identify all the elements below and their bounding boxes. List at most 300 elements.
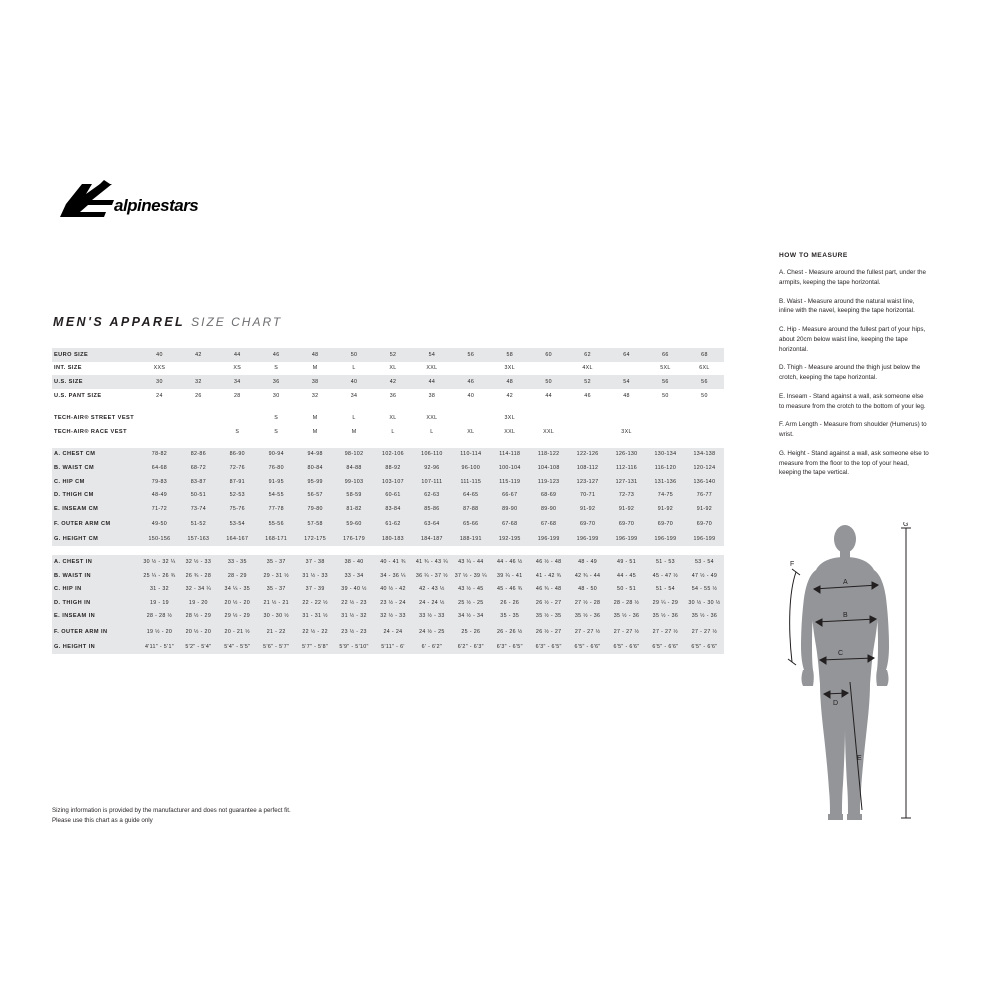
table-row (52, 533, 724, 547)
table-cell: 36 ¼ - 37 ½ (412, 569, 451, 583)
table-cell: 130-134 (646, 448, 685, 462)
table-cell: 60-61 (374, 488, 413, 502)
table-cell: 6'3" - 6'5" (529, 640, 568, 654)
table-row (52, 411, 724, 425)
table-cell: S (274, 428, 279, 435)
table-cell: 92-96 (412, 461, 451, 475)
how-to-measure-item: E. Inseam - Stand against a wall, ask someone else to measure from the crotch to the bottom of your leg. (779, 392, 926, 410)
table-cell: 48 (623, 392, 630, 399)
table-cell: 35 - 37 (257, 582, 296, 596)
table-cell (685, 411, 724, 425)
table-cell: 126-130 (607, 448, 646, 462)
table-cell: 48 - 49 (568, 555, 607, 569)
table-cell: 41 ¾ - 43 ¼ (412, 555, 451, 569)
table-cell: 46 (584, 392, 591, 399)
table-cell: 67-68 (529, 516, 568, 533)
table-cell (218, 411, 257, 425)
table-cell: 38 (296, 375, 335, 389)
table-cell: 60 (529, 348, 568, 362)
table-cell: 22 ½ - 22 (296, 623, 335, 640)
table-cell (646, 425, 685, 439)
size-chart-table (52, 348, 724, 654)
table-cell: 23 ½ - 23 (335, 623, 374, 640)
table-cell (529, 362, 568, 376)
table-cell: 98-102 (335, 448, 374, 462)
table-cell: 69-70 (568, 516, 607, 533)
table-cell: 6'2" - 6'3" (451, 640, 490, 654)
table-cell: 26 - 26 (490, 596, 529, 610)
table-cell (685, 425, 724, 439)
table-cell: 28 ½ - 29 (179, 610, 218, 624)
table-cell: 48 - 50 (568, 582, 607, 596)
table-cell: 115-119 (490, 475, 529, 489)
table-cell: 25 ¼ - 26 ¾ (140, 569, 179, 583)
table-cell: 30 ½ - 32 ¼ (140, 555, 179, 569)
table-cell: 42 (179, 348, 218, 362)
table-cell: 35 ½ - 36 (685, 610, 724, 624)
row-label: C. HIP IN (52, 582, 140, 596)
table-cell (451, 411, 490, 425)
figure-label-b: B (843, 612, 848, 619)
table-cell: 63-64 (412, 516, 451, 533)
table-cell (140, 411, 179, 425)
table-cell: 28 - 28 ½ (140, 610, 179, 624)
footnote (52, 806, 291, 826)
table-cell: 27 - 27 ½ (685, 623, 724, 640)
table-cell: 35 - 37 (257, 555, 296, 569)
table-cell: L (430, 428, 434, 435)
how-to-measure-item: A. Chest - Measure around the fullest part, under the armpits, keeping the tape horizontal. (779, 269, 927, 286)
table-cell: 110-114 (451, 448, 490, 462)
table-cell: 70-71 (568, 488, 607, 502)
table-spacer (52, 439, 724, 448)
table-cell: 42 ¾ - 44 (568, 569, 607, 583)
table-cell: 3XL (621, 428, 632, 435)
table-cell: 68-69 (529, 488, 568, 502)
table-cell (179, 411, 218, 425)
row-label: G. HEIGHT CM (52, 533, 140, 547)
figure-label-e: E (857, 755, 862, 762)
table-cell: 84-88 (335, 461, 374, 475)
table-cell: 28 (234, 392, 241, 399)
table-cell: 67-68 (490, 516, 529, 533)
figure-label-a: A (843, 579, 848, 586)
table-cell: 46 (257, 348, 296, 362)
table-row (52, 348, 724, 362)
table-cell: 39 - 40 ½ (335, 582, 374, 596)
table-cell: 59-60 (335, 516, 374, 533)
table-cell: 116-120 (646, 461, 685, 475)
table-cell: 136-140 (685, 475, 724, 489)
table-cell: M (312, 365, 318, 372)
table-cell: 6'3" - 6'5" (490, 640, 529, 654)
table-cell: 21 ½ - 21 (257, 596, 296, 610)
table-cell: 87-91 (218, 475, 257, 489)
table-cell: 106-110 (412, 448, 451, 462)
table-cell: 33 - 34 (335, 569, 374, 583)
table-cell: 6'5" - 6'6" (568, 640, 607, 654)
figure-label-f: F (790, 561, 795, 568)
table-cell: 29 - 31 ½ (257, 569, 296, 583)
table-cell: 5'9" - 5'10" (335, 640, 374, 654)
row-label: F. OUTER ARM CM (52, 516, 140, 533)
table-cell: 49 - 51 (607, 555, 646, 569)
table-cell: 72-73 (607, 488, 646, 502)
table-cell: L (352, 415, 356, 422)
table-cell: 55-56 (257, 516, 296, 533)
table-cell: 50 (701, 392, 708, 399)
table-cell (179, 425, 218, 439)
table-cell: 89-90 (490, 502, 529, 516)
table-cell: 127-131 (607, 475, 646, 489)
table-cell: 35 - 35 (490, 610, 529, 624)
table-cell: 62 (568, 348, 607, 362)
table-cell: 25 ½ - 25 (451, 596, 490, 610)
row-label: B. WAIST CM (52, 461, 140, 475)
table-row (52, 488, 724, 502)
table-cell: 19 - 20 (179, 596, 218, 610)
table-cell: 188-191 (451, 533, 490, 547)
table-cell: 5'4" - 5'5" (218, 640, 257, 654)
table-cell: 4XL (582, 365, 593, 372)
how-to-measure-heading: HOW TO MEASURE (779, 252, 848, 259)
table-cell: 50 (335, 348, 374, 362)
table-cell: 32 (179, 375, 218, 389)
table-cell: S (274, 415, 279, 422)
table-cell: 53-54 (218, 516, 257, 533)
row-label: E. INSEAM CM (52, 502, 140, 516)
table-cell: 38 (428, 392, 436, 399)
table-cell: 28 - 28 ½ (607, 596, 646, 610)
table-cell: 27 - 27 ½ (568, 623, 607, 640)
table-cell: 40 - 41 ¾ (374, 555, 413, 569)
table-cell: 180-183 (374, 533, 413, 547)
table-cell (607, 362, 646, 376)
table-cell: 5XL (660, 365, 671, 372)
table-cell (529, 411, 568, 425)
table-cell: 30 (272, 392, 280, 399)
table-cell: XXL (426, 415, 438, 422)
table-cell: 30 - 30 ½ (257, 610, 296, 624)
table-cell: 32 (311, 392, 319, 399)
how-to-measure-section (779, 252, 929, 487)
table-cell: 196-199 (646, 533, 685, 547)
table-cell: 172-175 (296, 533, 335, 547)
table-cell: 5'2" - 5'4" (179, 640, 218, 654)
table-cell: 89-90 (529, 502, 568, 516)
table-cell: 50-51 (179, 488, 218, 502)
table-cell: 65-66 (451, 516, 490, 533)
table-row (52, 610, 724, 624)
row-label: U.S. PANT SIZE (54, 392, 102, 399)
table-cell: 26 ¾ - 28 (179, 569, 218, 583)
table-cell: 71-72 (140, 502, 179, 516)
table-cell: 3XL (504, 415, 515, 422)
table-spacer (52, 402, 724, 411)
table-row (52, 569, 724, 583)
table-cell: 164-167 (218, 533, 257, 547)
table-cell: 56-57 (296, 488, 335, 502)
table-cell: L (391, 428, 395, 435)
table-cell: 34 - 36 ¼ (374, 569, 413, 583)
table-cell: 85-86 (412, 502, 451, 516)
table-cell: 50 - 51 (607, 582, 646, 596)
table-cell: 36 (257, 375, 296, 389)
table-cell: 102-106 (374, 448, 413, 462)
table-cell: M (351, 428, 357, 435)
table-cell: 36 (389, 392, 397, 399)
table-cell: 68 (685, 348, 724, 362)
table-row (52, 475, 724, 489)
table-cell: 73-74 (179, 502, 218, 516)
figure-label-g: G (903, 522, 909, 528)
table-cell: 25 - 26 (451, 623, 490, 640)
table-cell: XL (389, 415, 397, 422)
table-row (52, 516, 724, 533)
table-cell: 68-72 (179, 461, 218, 475)
table-cell: 95-99 (296, 475, 335, 489)
figure-label-d: D (833, 700, 839, 707)
table-cell: 48 (490, 375, 529, 389)
how-to-measure-list (779, 268, 929, 478)
table-cell: 40 (467, 392, 475, 399)
table-cell: 35 ½ - 36 (646, 610, 685, 624)
table-cell: 40 (140, 348, 179, 362)
table-cell: 99-103 (335, 475, 374, 489)
size-chart-table-body (52, 348, 724, 654)
table-cell: 23 ½ - 24 (374, 596, 413, 610)
table-cell: 30 ½ - 30 ½ (685, 596, 724, 610)
table-cell: 31 - 31 ½ (296, 610, 335, 624)
table-cell: 35 ½ - 36 (607, 610, 646, 624)
table-cell: 52-53 (218, 488, 257, 502)
title-sub: SIZE CHART (191, 315, 283, 329)
table-cell: 54-55 (257, 488, 296, 502)
table-cell: 157-163 (179, 533, 218, 547)
table-cell: 43 ¼ - 44 (451, 555, 490, 569)
table-cell: 184-187 (412, 533, 451, 547)
table-cell: 122-126 (568, 448, 607, 462)
table-cell: 19 ½ - 20 (140, 623, 179, 640)
table-cell (451, 362, 490, 376)
table-cell: 111-115 (451, 475, 490, 489)
table-cell: 21 - 22 (257, 623, 296, 640)
table-cell: 64 (607, 348, 646, 362)
table-cell: 38 - 40 (335, 555, 374, 569)
row-label: D. THIGH CM (52, 488, 140, 502)
table-cell: 20 ½ - 20 (179, 623, 218, 640)
table-cell: 32 ½ - 33 (374, 610, 413, 624)
table-cell: 20 - 21 ½ (218, 623, 257, 640)
table-cell: 69-70 (685, 516, 724, 533)
row-label: TECH-AIR® STREET VEST (54, 415, 135, 422)
svg-text:alpinestars: alpinestars (114, 196, 199, 215)
table-cell: 192-195 (490, 533, 529, 547)
table-cell: 53 - 54 (685, 555, 724, 569)
row-label: G. HEIGHT IN (52, 640, 140, 654)
table-cell: 51-52 (179, 516, 218, 533)
figure-label-c: C (838, 650, 844, 657)
table-cell: 44 - 46 ½ (490, 555, 529, 569)
table-cell: 32 ½ - 33 (179, 555, 218, 569)
table-cell: 87-88 (451, 502, 490, 516)
table-cell: 96-100 (451, 461, 490, 475)
table-cell: 45 - 47 ½ (646, 569, 685, 583)
table-cell: 107-111 (412, 475, 451, 489)
table-cell: 19 - 19 (140, 596, 179, 610)
table-cell: 76-80 (257, 461, 296, 475)
how-to-measure-item: C. Hip - Measure around the fullest part of your hips, about 20cm below waist line, keeping the tape horizontal. (779, 326, 926, 353)
table-cell (607, 411, 646, 425)
table-row (52, 448, 724, 462)
table-cell: XS (233, 365, 242, 372)
table-cell: 31 ½ - 33 (296, 569, 335, 583)
table-cell: 33 ½ - 33 (412, 610, 451, 624)
table-cell: 4'11" - 5'1" (140, 640, 179, 654)
table-cell: 22 ½ - 23 (335, 596, 374, 610)
table-cell: 176-179 (335, 533, 374, 547)
table-cell: 52 (568, 375, 607, 389)
table-cell: 46 ½ - 48 (529, 555, 568, 569)
table-row (52, 502, 724, 516)
table-cell: 46 (451, 375, 490, 389)
table-cell: XL (467, 428, 475, 435)
table-cell (568, 411, 607, 425)
table-cell: 24 ½ - 25 (412, 623, 451, 640)
table-cell: 54 (412, 348, 451, 362)
table-cell: 64-68 (140, 461, 179, 475)
table-cell: 44 (412, 375, 451, 389)
table-cell: 6'5" - 6'6" (646, 640, 685, 654)
table-cell (140, 425, 179, 439)
table-cell: 54 - 55 ½ (685, 582, 724, 596)
table-cell: 6'5" - 6'6" (685, 640, 724, 654)
table-row (52, 582, 724, 596)
table-cell: 108-112 (568, 461, 607, 475)
footnote-line-1: Sizing information is provided by the manufacturer and does not guarantee a perfect fit. (52, 807, 291, 814)
table-cell: XXL (504, 428, 516, 435)
table-cell: 5'7" - 5'8" (296, 640, 335, 654)
table-cell: 51 - 54 (646, 582, 685, 596)
table-cell: 78-82 (140, 448, 179, 462)
table-cell: 90-94 (257, 448, 296, 462)
table-cell: 56 (451, 348, 490, 362)
table-cell: S (274, 365, 279, 372)
table-cell: 91-92 (685, 502, 724, 516)
table-cell: 196-199 (607, 533, 646, 547)
table-cell: 43 ½ - 45 (451, 582, 490, 596)
table-cell: 104-108 (529, 461, 568, 475)
table-cell: 75-76 (218, 502, 257, 516)
table-cell: 103-107 (374, 475, 413, 489)
table-cell: 24 (156, 392, 163, 399)
row-label: A. CHEST IN (52, 555, 140, 569)
table-cell: 6' - 6'2" (412, 640, 451, 654)
table-cell: 56 (646, 375, 685, 389)
table-cell: 58 (490, 348, 529, 362)
table-cell: 27 - 27 ½ (646, 623, 685, 640)
table-cell: 62-63 (412, 488, 451, 502)
table-cell: 47 ½ - 49 (685, 569, 724, 583)
table-cell: 64-65 (451, 488, 490, 502)
row-label: C. HIP CM (52, 475, 140, 489)
table-cell: 44 - 45 (607, 569, 646, 583)
table-cell: 3XL (504, 365, 515, 372)
table-cell: 69-70 (607, 516, 646, 533)
table-cell: 79-83 (140, 475, 179, 489)
table-cell: 91-95 (257, 475, 296, 489)
table-cell: 20 ½ - 20 (218, 596, 257, 610)
alpinestars-logo (52, 178, 242, 224)
table-cell: 44 (218, 348, 257, 362)
table-cell: 54 (607, 375, 646, 389)
table-cell: 66-67 (490, 488, 529, 502)
table-cell: 6'5" - 6'6" (607, 640, 646, 654)
table-cell: XL (389, 365, 397, 372)
measurement-figure (770, 522, 940, 822)
table-cell: 45 - 46 ¾ (490, 582, 529, 596)
how-to-measure-item: D. Thigh - Measure around the thigh just below the crotch, keeping the tape horizontal. (779, 364, 921, 381)
table-cell: 42 (506, 392, 514, 399)
table-cell: 50 (529, 375, 568, 389)
table-cell: 91-92 (568, 502, 607, 516)
table-cell: 119-123 (529, 475, 568, 489)
table-cell: 24 - 24 ½ (412, 596, 451, 610)
table-cell: XXS (153, 365, 166, 372)
table-cell: 37 ½ - 39 ¼ (451, 569, 490, 583)
row-label: B. WAIST IN (52, 569, 140, 583)
table-cell: 26 (195, 392, 202, 399)
table-cell: 5'6" - 5'7" (257, 640, 296, 654)
table-cell: 33 - 35 (218, 555, 257, 569)
table-cell: 61-62 (374, 516, 413, 533)
table-cell: 27 ½ - 28 (568, 596, 607, 610)
table-cell: 22 - 22 ½ (296, 596, 335, 610)
row-label: INT. SIZE (54, 365, 82, 372)
table-row (52, 640, 724, 654)
row-label: A. CHEST CM (52, 448, 140, 462)
table-cell: S (235, 428, 240, 435)
table-cell: 86-90 (218, 448, 257, 462)
table-cell: 29 ½ - 29 (218, 610, 257, 624)
table-row (52, 623, 724, 640)
table-cell: 34 ½ - 34 (451, 610, 490, 624)
table-cell: 81-82 (335, 502, 374, 516)
table-cell: 41 - 42 ¾ (529, 569, 568, 583)
table-cell: 196-199 (529, 533, 568, 547)
table-cell: 76-77 (685, 488, 724, 502)
table-cell: 40 (335, 375, 374, 389)
table-cell: 94-98 (296, 448, 335, 462)
table-cell: 66 (646, 348, 685, 362)
table-cell: 40 ½ - 42 (374, 582, 413, 596)
table-cell: 74-75 (646, 488, 685, 502)
table-cell: 168-171 (257, 533, 296, 547)
table-cell: M (312, 428, 318, 435)
how-to-measure-item: B. Waist - Measure around the natural waist line, inline with the navel, keeping the tape horizontal. (779, 297, 915, 315)
table-row (52, 461, 724, 475)
table-cell: 51 - 53 (646, 555, 685, 569)
table-cell: 83-84 (374, 502, 413, 516)
title-main: MEN'S APPAREL (53, 315, 186, 329)
table-cell: 49-50 (140, 516, 179, 533)
table-cell: 28 - 29 (218, 569, 257, 583)
row-label: E. INSEAM IN (52, 610, 140, 624)
how-to-measure-item: G. Height - Stand against a wall, ask someone else to measure from the floor to the top of your head, keeping the tape vertical. (779, 449, 929, 477)
table-cell: 35 ½ - 35 (529, 610, 568, 624)
table-cell: 26 - 26 ½ (490, 623, 529, 640)
table-row (52, 425, 724, 439)
